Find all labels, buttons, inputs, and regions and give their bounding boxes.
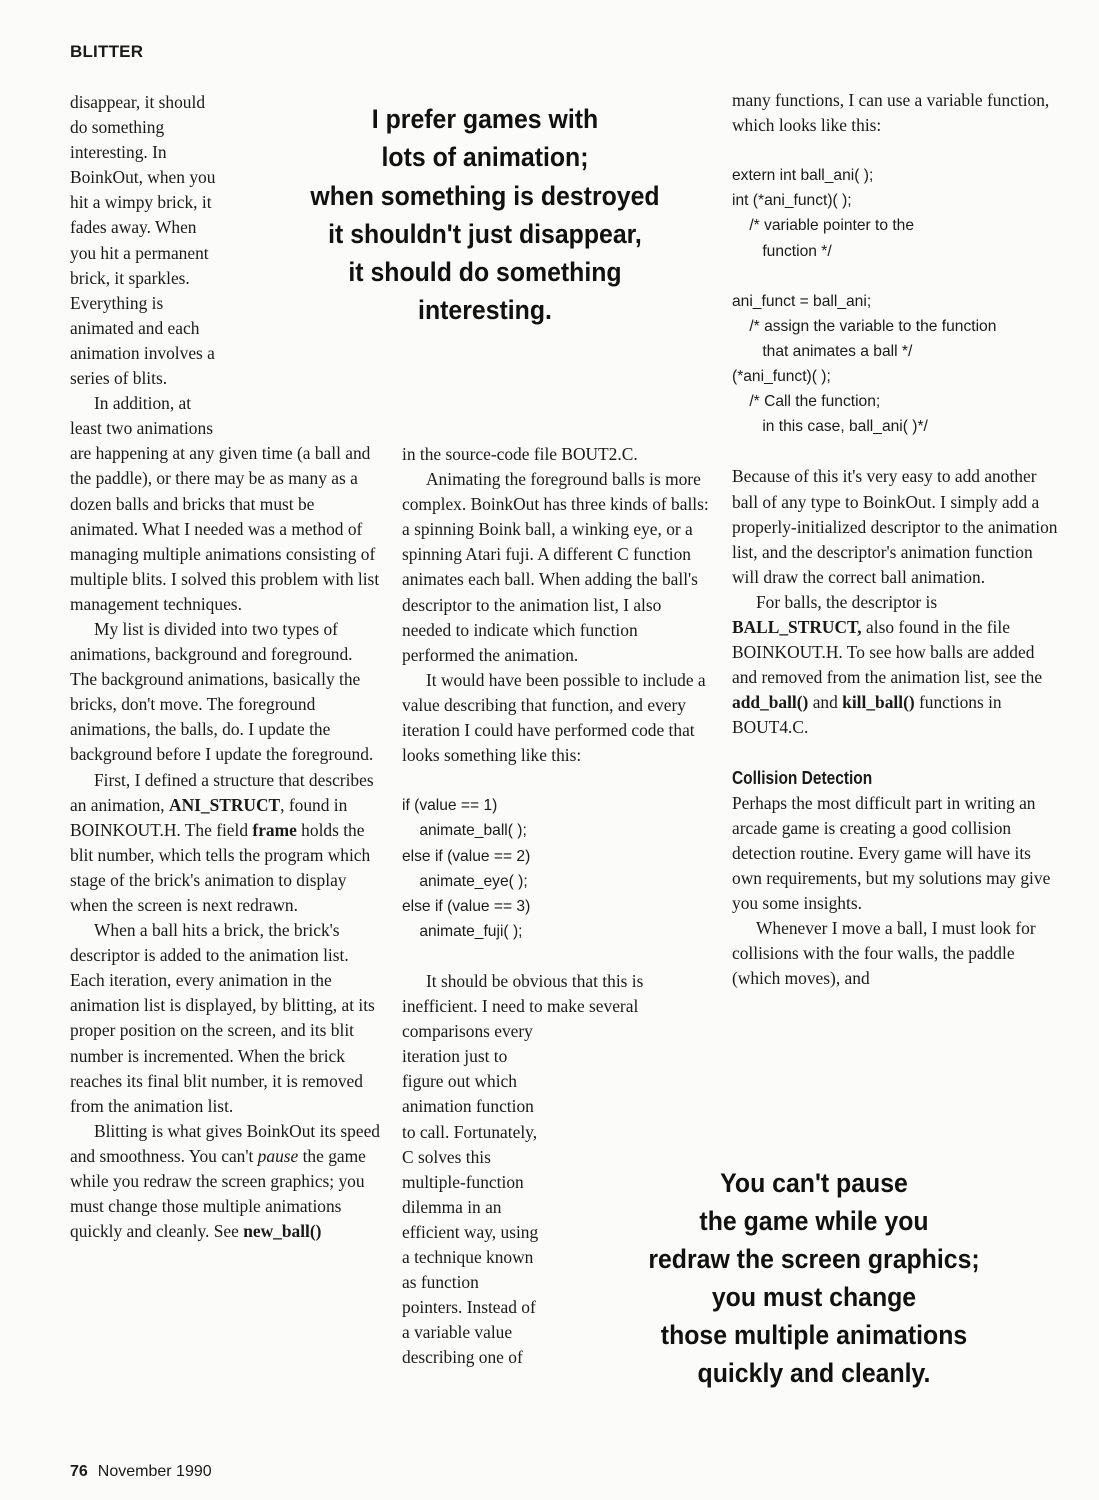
code-line: extern int ball_ani( ); <box>732 167 874 185</box>
page-number: 76 <box>70 1463 88 1480</box>
pull-quote-line: it should do something <box>348 257 622 288</box>
text-run: First, I defined a structure that describes an animation, <box>70 769 374 815</box>
code-line: animate_eye( ); <box>402 872 528 890</box>
code-line: else if (value == 3) <box>402 897 531 915</box>
pull-quote-top <box>290 100 680 330</box>
spacer <box>732 138 1062 163</box>
code-line: function */ <box>732 242 832 260</box>
section-heading: Collision Detection <box>732 767 873 788</box>
paragraph: many functions, I can use a variable function, which looks like this: <box>732 90 1050 136</box>
struct-name: ANI_STRUCT <box>169 794 281 815</box>
text-line: pointers. Instead of <box>402 1297 536 1318</box>
paragraph: It should be obvious that this is inefficient. I need to make several <box>402 970 644 1017</box>
column-3 <box>732 88 1062 991</box>
code-line: animate_fuji( ); <box>402 922 523 940</box>
text-line: a technique known <box>402 1247 534 1267</box>
text-line: animation function <box>402 1096 534 1117</box>
paragraph: It would have been possible to include a value describing that function, and every iteration I could have performed code that looks something like this: <box>402 669 706 766</box>
col2-narrow-block <box>402 1019 572 1370</box>
paragraph: Whenever I move a ball, I must look for collisions with the four walls, the paddle (which moves), and <box>732 918 1036 989</box>
pull-quote-line: when something is destroyed <box>310 180 660 211</box>
text-line: interesting. In <box>70 142 167 163</box>
text-line: to call. Fortunately, <box>402 1121 538 1142</box>
text-line: figure out which <box>402 1071 517 1092</box>
spacer <box>732 264 1062 289</box>
spacer <box>732 740 1062 765</box>
pull-quote-line: lots of animation; <box>381 142 589 173</box>
paragraph: in the source-code file BOUT2.C. <box>402 444 638 464</box>
page-footer <box>70 1463 212 1481</box>
paragraph: Because of this it's very easy to add another ball of any type to BoinkOut. I simply add a properly-initialized descriptor to the animation list, and the descriptor's animation function will draw the correct ball animation. <box>732 466 1058 587</box>
code-line: /* variable pointer to the <box>732 217 915 235</box>
paragraph: When a ball hits a brick, the brick's descriptor is added to the animation list. Each iteration, every animation in the animation list is displayed, by blitting, at its proper position on the screen, and its blit number is incremented. When the brick reaches its final blit number, it is removed from the animation list. <box>70 920 375 1116</box>
code-line: int (*ani_funct)( ); <box>732 192 852 210</box>
code-block <box>402 793 714 944</box>
text-run: and <box>808 692 843 713</box>
text-run: Blitting is what gives BoinkOut its speed and smoothness. You can't <box>70 1120 380 1166</box>
function-name: kill_ball() <box>842 692 915 713</box>
text-line: as function <box>402 1272 479 1293</box>
text-run: , found in BOINKOUT.H. The field <box>70 794 348 840</box>
text-line: BoinkOut, when you <box>70 167 216 188</box>
pull-quote-line: redraw the screen graphics; <box>648 1244 980 1274</box>
text-line: describing one of <box>402 1347 523 1368</box>
code-line: animate_ball( ); <box>402 822 527 840</box>
text-line: multiple-function <box>402 1171 524 1192</box>
pull-quote-line: those multiple animations <box>660 1320 968 1350</box>
col1-narrow-block <box>70 90 270 441</box>
paragraph: Perhaps the most difficult part in writing an arcade game is creating a good collision detection routine. Every game will have its own requirements, but my solutions may give you some insights. <box>732 792 1051 913</box>
pull-quote-line: I prefer games with <box>371 104 599 134</box>
code-line: /* Call the function; <box>732 393 881 411</box>
paragraph <box>70 1119 382 1244</box>
text-line: brick, it sparkles. <box>70 267 190 288</box>
text-line: efficient way, using <box>402 1221 539 1242</box>
text-line: fades away. When <box>70 217 197 238</box>
paragraph: are happening at any given time (a ball and the paddle), or there may be as many as a dozen balls and bricks that must be animated. What I needed was a method of managing multiple animations consisting of multiple blits. I solved this problem with list management techniques. <box>70 443 380 614</box>
spacer <box>402 768 714 793</box>
issue-date: November 1990 <box>97 1463 212 1480</box>
spacer <box>732 439 1062 464</box>
pull-quote-line: interesting. <box>418 295 552 326</box>
paragraph <box>732 590 1062 741</box>
text-line: disappear, it should <box>70 92 206 112</box>
text-run: the game while you redraw the screen graphics; you must change those multiple animations quickly and cleanly. See <box>70 1145 366 1242</box>
text-line: series of blits. <box>70 368 168 389</box>
text-line: you hit a permanent <box>70 242 209 263</box>
text-run: holds the blit number, which tells the program which stage of the brick's animation to display when the screen is next redrawn. <box>70 819 371 915</box>
code-line: (*ani_funct)( ); <box>732 368 831 386</box>
text-line: In addition, at <box>94 393 192 414</box>
pull-quote-line: it shouldn't just disappear, <box>328 218 642 249</box>
text-line: C solves this <box>402 1146 491 1167</box>
pull-quote-line: quickly and cleanly. <box>697 1358 931 1388</box>
paragraph: My list is divided into two types of animations, background and foreground. The background animations, basically the bricks, don't move. The foreground animations, the balls, do. I update the background before I update the foreground. <box>70 618 374 765</box>
spacer <box>402 944 714 969</box>
text-line: dilemma in an <box>402 1196 502 1217</box>
code-line: else if (value == 2) <box>402 847 531 865</box>
text-run: also found in the file BOINKOUT.H. To see how balls are added and removed from the animation list, see the <box>732 616 1043 688</box>
text-run: functions in BOUT4.C. <box>732 692 1002 738</box>
text-line: animated and each <box>70 317 200 338</box>
emphasis: pause <box>257 1145 299 1166</box>
text-line: a variable value <box>402 1322 513 1343</box>
text-line: iteration just to <box>402 1046 508 1067</box>
function-name: add_ball() <box>732 692 809 713</box>
text-line: comparisons every <box>402 1021 533 1042</box>
function-name: new_ball() <box>243 1221 322 1242</box>
struct-name: BALL_STRUCT, <box>732 616 862 637</box>
paragraph <box>70 768 382 919</box>
pull-quote-line: you must change <box>711 1282 917 1312</box>
code-line: ani_funct = ball_ani; <box>732 292 872 310</box>
section-label: BLITTER <box>70 42 144 61</box>
code-block <box>732 163 1062 263</box>
text-line: least two animations <box>70 418 213 439</box>
pull-quote-line: You can't pause <box>720 1168 908 1198</box>
text-line: animation involves a <box>70 342 215 363</box>
code-line: if (value == 1) <box>402 797 498 815</box>
field-name: frame <box>252 819 297 840</box>
pull-quote-line: the game while you <box>699 1206 929 1236</box>
text-run: For balls, the descriptor is <box>756 591 938 612</box>
text-line: hit a wimpy brick, it <box>70 192 212 213</box>
pull-quote-bottom <box>630 1164 998 1392</box>
paragraph: Animating the foreground balls is more complex. BoinkOut has three kinds of balls: a spinning Boink ball, a winking eye, or a spinning Atari fuji. A different C function animates each ball. When adding the ball's descriptor to the animation list, I also needed to indicate which function performed the animation. <box>402 469 709 665</box>
text-line: Everything is <box>70 292 164 313</box>
code-block <box>732 289 1062 440</box>
code-line: that animates a ball */ <box>732 342 913 360</box>
code-line: in this case, ball_ani( )*/ <box>732 418 928 436</box>
text-line: do something <box>70 117 165 138</box>
code-line: /* assign the variable to the function <box>732 317 997 335</box>
